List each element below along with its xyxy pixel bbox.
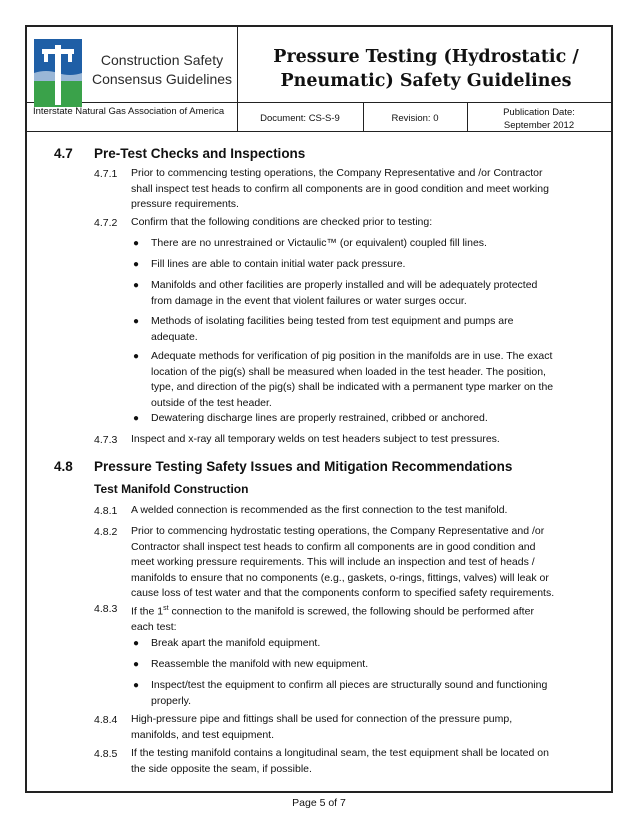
- text-line: Adequate methods for verification of pig position in the manifolds are in use. The exact: [151, 350, 553, 362]
- bullet-text: [151, 349, 553, 411]
- bullet-text: [151, 236, 487, 252]
- publication-date-value: September 2012: [503, 120, 575, 131]
- superscript: st: [163, 605, 169, 612]
- text-line: [131, 601, 534, 620]
- subsection-title: Test Manifold Construction: [94, 482, 249, 496]
- org-title-line1: Construction Safety: [100, 52, 224, 68]
- section-4-7-title: Pre-Test Checks and Inspections: [94, 146, 306, 161]
- text-line: Prior to commencing hydrostatic testing operations, the Company Representative and /or: [131, 525, 545, 537]
- page-frame: [25, 25, 613, 809]
- text-line: each test:: [131, 621, 177, 633]
- text-line: manifolds, and test equipment.: [131, 728, 275, 741]
- text-line: properly.: [151, 694, 192, 707]
- text-line: adequate.: [151, 330, 198, 343]
- item-4-7-2-text: Confirm that the following conditions are checked prior to testing:: [131, 216, 433, 228]
- text-line: Reassemble the manifold with new equipment.: [151, 658, 369, 670]
- text-line: cause loss of test water and that the components conform to specified safety requirements.: [131, 587, 555, 599]
- bullet-icon: ●: [133, 638, 140, 649]
- item-4-8-1-text: A welded connection is recommended as the first connection to the test manifold.: [131, 504, 508, 516]
- org-title-line2: Consensus Guidelines: [91, 71, 233, 87]
- bullet-icon: ●: [133, 413, 140, 424]
- bullet-icon: ●: [133, 659, 140, 670]
- publication-date-label: Publication Date:: [503, 107, 575, 118]
- text-line: meet working pressure requirements. This will include an inspection and test of heads /: [131, 556, 535, 568]
- text-line: from damage in the event that violent failures or water surges occur.: [151, 294, 467, 307]
- bullet-icon: ●: [133, 680, 140, 691]
- text-line: the side opposite the seam, if possible.: [131, 762, 312, 775]
- item-4-8-5-number: 4.8.5: [94, 748, 118, 760]
- text-line: Prior to commencing testing operations, the Company Representative and /or Contractor: [131, 167, 543, 179]
- item-4-8-1-number: 4.8.1: [94, 505, 118, 517]
- document-title: [241, 45, 611, 93]
- text-line: Contractor shall inspect test heads to confirm all components are in good condition and: [131, 540, 536, 553]
- bullet-icon: ●: [133, 351, 140, 362]
- association-name: Interstate Natural Gas Association of America: [33, 106, 225, 117]
- text-line: Fill lines are able to contain initial water pack pressure.: [151, 258, 406, 270]
- item-4-7-1-number: 4.7.1: [94, 168, 118, 180]
- bullet-icon: ●: [133, 259, 140, 270]
- title-line2: Pneumatic) Safety Guidelines: [280, 71, 572, 91]
- bullet-icon: ●: [133, 280, 140, 291]
- text-line: outside of the test header.: [151, 396, 272, 409]
- item-4-8-2-number: 4.8.2: [94, 526, 118, 538]
- document-number: Document: CS-S-9: [260, 113, 340, 124]
- item-4-8-3-text: [131, 601, 534, 636]
- text-line: location of the pig(s) shall be measured when loaded in the test header. The position,: [151, 365, 546, 378]
- section-4-8-title: Pressure Testing Safety Issues and Mitigation Recommendations: [94, 459, 513, 474]
- publication-date: [467, 106, 611, 132]
- page-number: Page 5 of 7: [292, 797, 346, 809]
- ingaa-logo: [34, 39, 82, 109]
- bullet-icon: ●: [133, 238, 140, 249]
- item-4-7-3-text: Inspect and x-ray all temporary welds on test headers subject to test pressures.: [131, 433, 500, 445]
- text-line: There are no unrestrained or Victaulic™ (or equivalent) coupled fill lines.: [151, 237, 487, 249]
- section-4-7-number: 4.7: [54, 146, 73, 161]
- section-4-8-number: 4.8: [54, 459, 73, 474]
- bullet-text: [151, 257, 405, 273]
- text-line: Methods of isolating facilities being tested from test equipment and pumps are: [151, 315, 514, 327]
- text-line: If the testing manifold contains a longitudinal seam, the test equipment shall be located on: [131, 747, 549, 759]
- text-line: Manifolds and other facilities are properly installed and will be adequately protected: [151, 279, 538, 291]
- text-line: pressure requirements.: [131, 198, 239, 210]
- item-4-8-5-text: [131, 746, 549, 777]
- item-4-8-3-number: 4.8.3: [94, 603, 118, 615]
- bullet-text: [151, 411, 488, 427]
- text-line: Inspect/test the equipment to confirm all pieces are structurally sound and functioning: [151, 679, 548, 691]
- org-title: [87, 51, 237, 89]
- text-line: manifolds to ensure that no components (e.g., gaskets, o-rings, fittings, valves) will leak or: [131, 571, 549, 584]
- bullet-text: [151, 678, 547, 709]
- text-line: High-pressure pipe and fittings shall be used for connection of the pressure pump,: [131, 713, 513, 725]
- text-line: shall inspect test heads to confirm all components are in good condition and meet working: [131, 182, 549, 195]
- text-line: Dewatering discharge lines are properly restrained, cribbed or anchored.: [151, 412, 488, 424]
- bullet-icon: ●: [133, 316, 140, 327]
- item-4-7-1-text: [131, 166, 549, 213]
- item-4-8-4-text: [131, 712, 512, 743]
- item-4-8-4-number: 4.8.4: [94, 714, 118, 726]
- text-line: type, and direction of the pig(s) shall be indicated with a permanent type marker on the: [151, 381, 554, 393]
- bullet-text: [151, 657, 368, 673]
- item-4-7-2-number: 4.7.2: [94, 217, 118, 229]
- item-4-8-2-text: [131, 524, 554, 602]
- bullet-text: [151, 278, 537, 309]
- text-fragment: If the 1: [131, 605, 164, 618]
- revision-number: Revision: 0: [391, 113, 439, 124]
- text-line: Break apart the manifold equipment.: [151, 637, 321, 649]
- document-header: [27, 27, 611, 131]
- text-fragment: connection to the manifold is screwed, the following should be performed after: [168, 605, 534, 618]
- bullet-text: [151, 636, 320, 652]
- title-line1: Pressure Testing (Hydrostatic /: [273, 47, 579, 67]
- bullet-text: [151, 314, 513, 345]
- item-4-7-3-number: 4.7.3: [94, 434, 118, 446]
